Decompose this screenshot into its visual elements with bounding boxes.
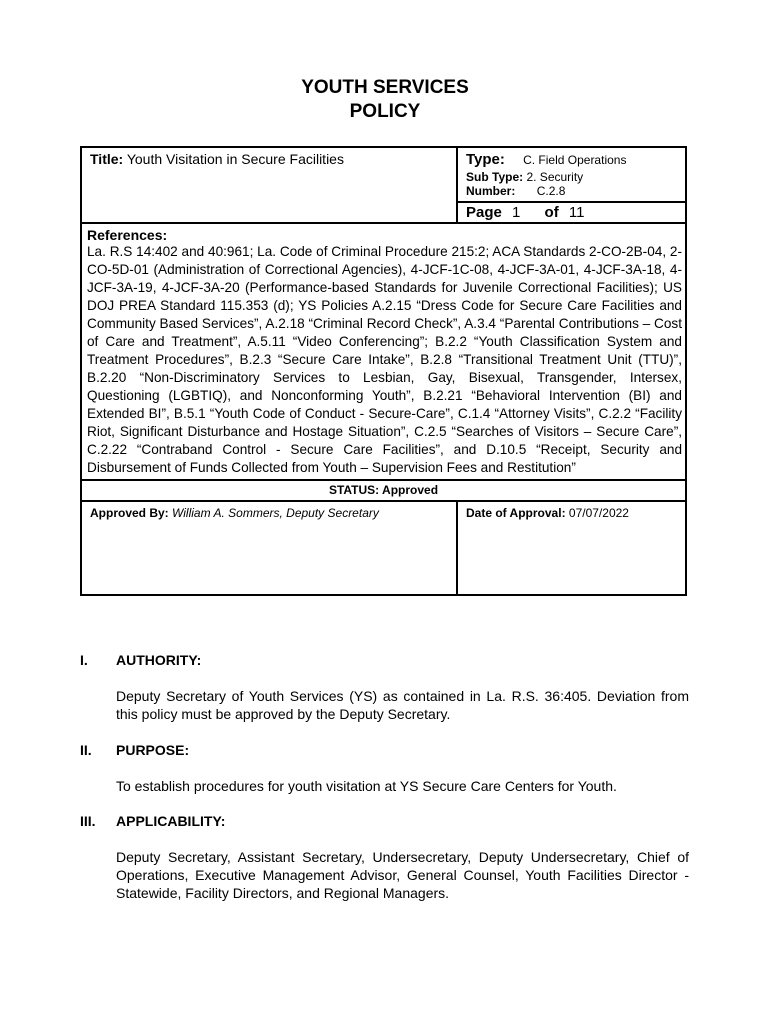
section-text: Deputy Secretary, Assistant Secretary, Undersecretary, Deputy Undersecretary, Chief of Operations, Executive Management Advisor, General Counsel, Youth Facilities Director - Statewide, Facility Directors, and Regional Managers. [116, 849, 689, 901]
section-text: To establish procedures for youth visitation at YS Secure Care Centers for Youth. [116, 778, 617, 794]
subtype-label: Sub Type: [466, 170, 524, 184]
section-number: I. [80, 652, 88, 668]
heading-line-1: YOUTH SERVICES [301, 77, 469, 98]
type-cell [458, 148, 685, 203]
approved-by-label: Approved By: [90, 506, 169, 520]
type-column [458, 148, 685, 222]
title-value: Youth Visitation in Secure Facilities [126, 151, 344, 167]
approval-row [82, 500, 685, 594]
type-line [466, 150, 677, 170]
section-title: PURPOSE: [116, 742, 190, 758]
subtype-value: 2. Security [526, 170, 584, 184]
of-value: 11 [568, 204, 585, 221]
approved-by-value: William A. Sommers, Deputy Secretary [172, 506, 379, 520]
number-line [466, 184, 677, 198]
page-cell [458, 203, 685, 222]
section-number: III. [80, 813, 96, 829]
approval-date-value: 07/07/2022 [568, 506, 629, 520]
status-label: STATUS: [328, 483, 380, 497]
number-label: Number: [466, 184, 516, 198]
status-row [82, 479, 685, 500]
section-text: Deputy Secretary of Youth Services (YS) as contained in La. R.S. 36:405. Deviation from this policy must be approved by the Deputy Secretary. [116, 688, 689, 722]
status-value: Approved [382, 483, 439, 497]
references-cell [82, 222, 685, 479]
subtype-line [466, 170, 677, 184]
of-label: of [544, 204, 559, 221]
section-number: II. [80, 742, 92, 758]
approval-date-cell [458, 502, 685, 594]
type-label: Type: [466, 151, 505, 168]
page-value: 1 [512, 204, 521, 221]
section-title: APPLICABILITY: [116, 813, 226, 829]
heading-line-2: POLICY [349, 101, 421, 122]
title-cell [82, 148, 458, 222]
approval-date-label: Date of Approval: [466, 506, 566, 520]
policy-info-box [80, 146, 687, 596]
title-type-row [82, 148, 685, 222]
references-label: References: [87, 227, 168, 243]
document-heading [0, 76, 770, 124]
number-value: C.2.8 [536, 184, 566, 198]
approved-by-cell [82, 502, 458, 594]
page-label: Page [466, 204, 502, 221]
references-text: La. R.S 14:402 and 40:961; La. Code of Criminal Procedure 215:2; ACA Standards 2-CO-2B-04, 2-CO-5D-01 (Administration of Correctional Agencies), 4-JCF-1C-08, 4-JCF-3A-01, 4-JCF-3A-18, 4-JCF-3A-19, 4-JCF-3A-20 (Performance-based Standards for Juvenile Correctional Facilities); US DOJ PREA Standard 115.353 (d); YS Policies A.2.15 “Dress Code for Secure Care Facilities and Community Based Services”, A.2.18 “Criminal Record Check”, A.3.4 “Parental Contributions – Cost of Care and Treatment”, A.5.11 “Video Conferencing”; B.2.2 “Youth Classification System and Treatment Procedures”, B.2.3 “Secure Care Intake”, B.2.8 “Transitional Treatment Unit (TTU)”, B.2.20 “Non-Discriminatory Services to Lesbian, Gay, Bisexual, Transgender, Intersex, Questioning (LGBTIQ), and Nonconforming Youth”, B.2.21 “Behavioral Intervention (BI) and Extended BI”, B.5.1 “Youth Code of Conduct - Secure-Care”, C.1.4 “Attorney Visits”, C.2.2 “Facility Riot, Significant Disturbance and Hostage Situation”, C.2.5 “Searches of Visitors – Secure Care”, C.2.22 “Contraband Control - Secure Care Facilities”, and D.10.5 “Receipt, Security and Disbursement of Funds Collected from Youth – Supervision Fees and Restitution” [87, 244, 682, 475]
section-title: AUTHORITY: [116, 652, 202, 668]
title-label: Title: [90, 151, 124, 167]
type-value: C. Field Operations [523, 153, 627, 167]
